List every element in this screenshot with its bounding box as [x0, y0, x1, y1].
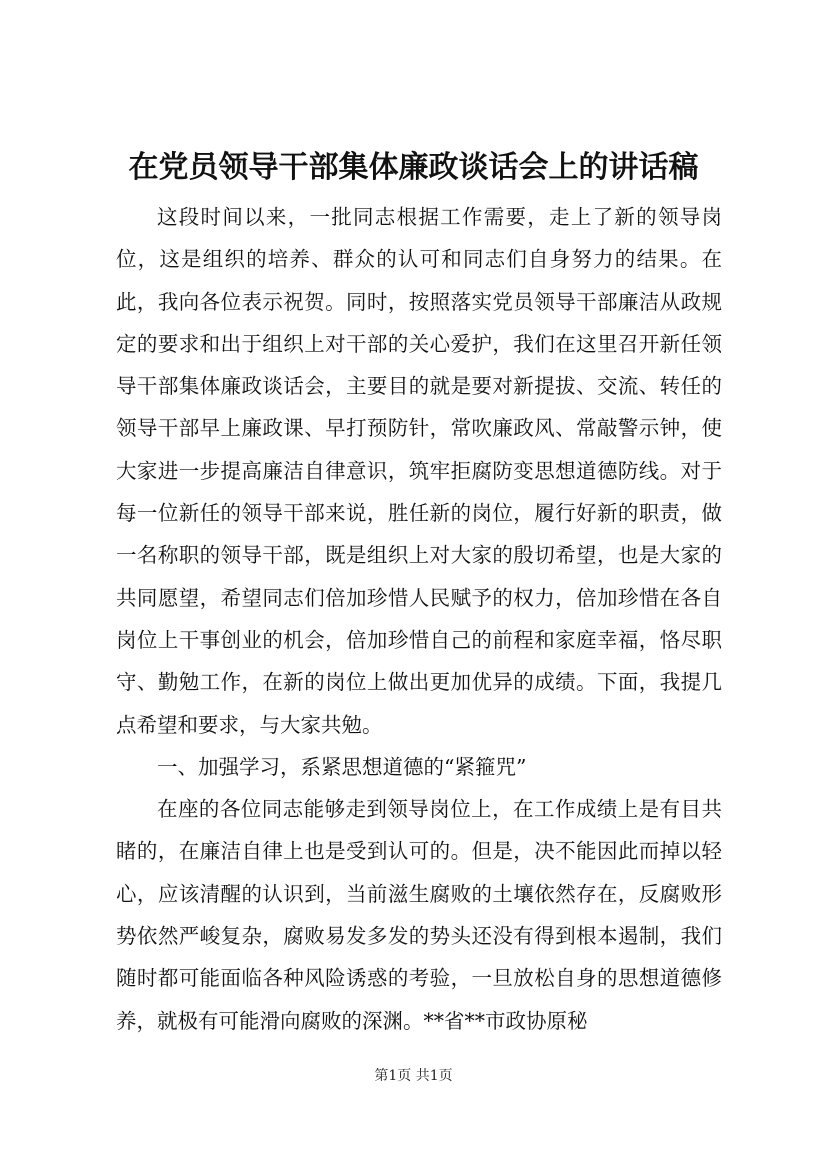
- section-heading-1: 一、加强学习，系紧思想道德的“紧箍咒”: [157, 754, 527, 779]
- page-footer: 第1页 共1页: [374, 1068, 453, 1084]
- paragraph-intro: 这段时间以来，一批同志根据工作需要，走上了新的领导岗位，这是组织的培养、群众的认可和同志们自身努力的结果。在此，我向各位表示祝贺。同时，按照落实党员领导干部廉洁从政规定的要求和出于组织上对干部的关心爱护，我们在这里召开新任领导干部集体廉政谈话会，主要目的就是要对新提拔、交流、转任的领导干部早上廉政课、早打预防针，常吹廉政风、常敲警示钟，使大家进一步提高廉洁自律意识，筑牢拒腐防变思想道德防线。对于每一位新任的领导干部来说，胜任新的岗位，履行好新的职责，做一名称职的领导干部，既是组织上对大家的殷切希望，也是大家的共同愿望，希望同志们倍加珍惜人民赋予的权力，倍加珍惜在各自岗位上干事创业的机会，倍加珍惜自己的前程和家庭幸福，恪尽职守、勤勉工作，在新的岗位上做出更加优异的成绩。下面，我提几点希望和要求，与大家共勉。: [116, 205, 722, 737]
- paragraph-section-1: 在座的各位同志能够走到领导岗位上，在工作成绩上是有目共睹的，在廉洁自律上也是受到认可的。但是，决不能因此而掉以轻心，应该清醒的认识到，当前滋生腐败的土壤依然存在，反腐败形势依然严峻复杂，腐败易发多发的势头还没有得到根本遏制，我们随时都可能面临各种风险诱惑的考验，一旦放松自身的思想道德修养，就极有可能滑向腐败的深渊。**省**市政协原秘: [116, 797, 722, 1033]
- document-title: 在党员领导干部集体廉政谈话会上的讲话稿: [128, 150, 699, 185]
- document-body: [116, 196, 722, 1042]
